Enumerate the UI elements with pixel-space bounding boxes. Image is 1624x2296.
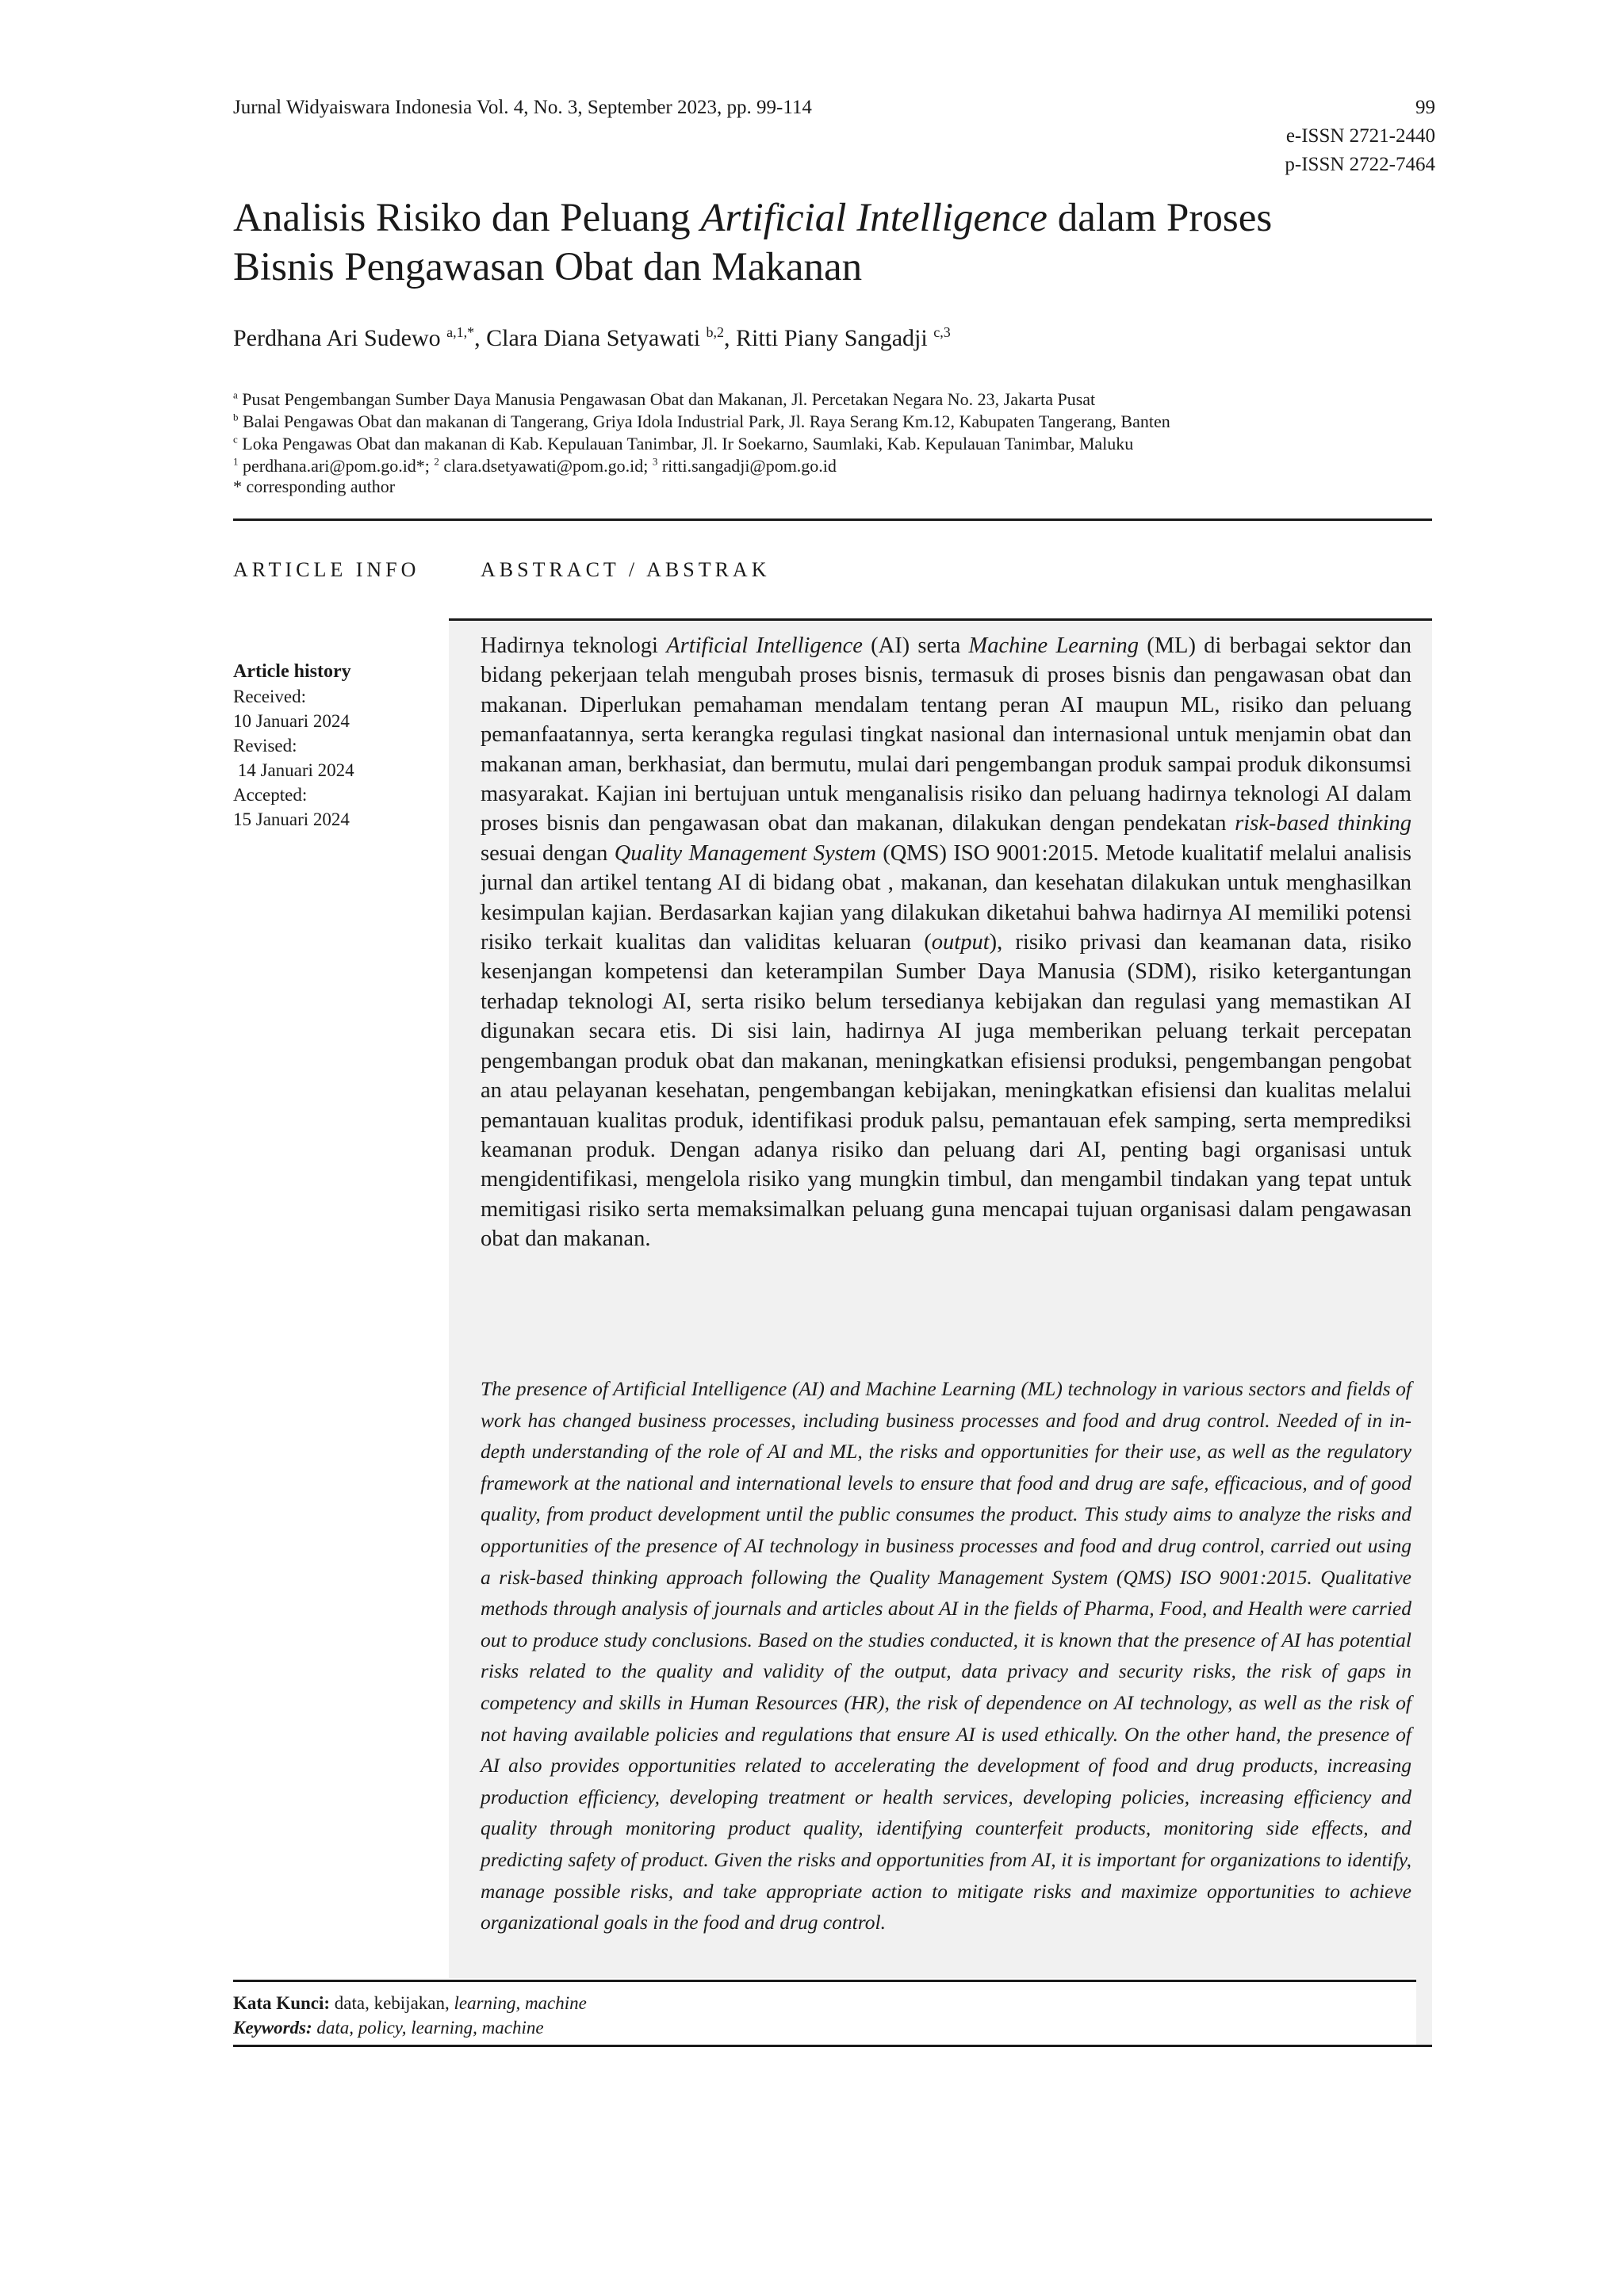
header-divider: [233, 519, 1432, 521]
abstract-term: output: [931, 930, 990, 955]
keywords-value: data, kebijakan,: [330, 1993, 454, 2013]
abstract-text: sesuai dengan: [481, 840, 615, 866]
keywords-bottom-divider: [233, 2045, 1432, 2047]
title-part-2: dalam Proses: [1047, 196, 1273, 240]
email-sup: 2: [434, 455, 439, 468]
affiliation-sup: c: [233, 433, 238, 446]
article-info-heading: ARTICLE INFO: [233, 558, 420, 581]
email-link[interactable]: ritti.sangadji@pom.go.id: [657, 456, 837, 476]
page-number: 99: [1415, 97, 1435, 118]
affiliation-b: [233, 411, 1423, 433]
abstract-term: Quality Management System: [614, 840, 876, 866]
abstract-english: The presence of Artificial Intelligence (AI) and Machine Learning (ML) technology in various sectors and fields of work has changed business processes, including business processes and food and drug control. Needed of in in-depth understanding of the role of AI and ML, the risks and opportunities for their use, as well as the regulatory framework at the national and international levels to ensure that food and drug are safe, efficacious, and of good quality, from product development until the public consumes the product. This study aims to analyze the risks and opportunities of the presence of AI technology in business processes and food and drug control, carried out using a risk-based thinking approach following the Quality Management System (QMS) ISO 9001:2015. Qualitative methods through analysis of journals and articles about AI in the fields of Pharma, Food, and Health were carried out to produce study conclusions. Based on the studies conducted, it is known that the presence of AI has potential risks related to the quality and validity of the output, data privacy and security risks, the risk of gaps in competency and skills in Human Resources (HR), the risk of dependence on AI technology, as well as the risk of not having available policies and regulations that ensure AI is used ethically. On the other hand, the presence of AI also provides opportunities related to accelerating the development of food and drug products, increasing production efficiency, developing treatment or health services, developing policies, increasing efficiency and quality through monitoring product quality, identifying counterfeit products, monitoring side effects, and predicting safety of product. Given the risks and opportunities from AI, it is important for organizations to identify, manage possible risks, and take appropriate action to mitigate risks and maximize opportunities to achieve organizational goals in the food and drug control.: [481, 1377, 1411, 1934]
affiliation-a: [233, 388, 1423, 411]
abstract-term: risk-based thinking: [1235, 811, 1411, 836]
corresponding-author-note: * corresponding author: [233, 476, 396, 496]
affiliation-sup: b: [233, 411, 239, 423]
keywords-value: data, policy, learning, machine: [312, 2018, 544, 2038]
keywords-shade: [1416, 1978, 1432, 2045]
journal-citation: Jurnal Widyaiswara Indonesia Vol. 4, No. 3, September 2023, pp. 99-114: [233, 97, 812, 118]
keywords-value-italic: learning, machine: [454, 1993, 587, 2013]
e-issn: e-ISSN 2721-2440: [1285, 125, 1435, 147]
abstract-indonesian: [481, 631, 1411, 1254]
email-sup: 1: [233, 455, 239, 468]
p-issn: p-ISSN 2722-7464: [1285, 154, 1435, 175]
author-name: Ritti Piany Sangadji: [736, 325, 934, 351]
affiliation-text: Balai Pengawas Obat dan makanan di Tangerang, Griya Idola Industrial Park, Jl. Raya Serang Km.12, Kabupaten Tangerang, Banten: [238, 411, 1170, 431]
title-line-2: Bisnis Pengawasan Obat dan Makanan: [233, 245, 863, 289]
author-name: Perdhana Ari Sudewo: [233, 325, 447, 351]
abstract-text: (AI) serta: [862, 633, 969, 658]
revised-label: Revised:: [233, 736, 297, 756]
received-label: Received:: [233, 687, 306, 706]
email-link[interactable]: clara.dsetyawati@pom.go.id;: [439, 456, 653, 476]
revised-date: 14 Januari 2024: [233, 760, 354, 780]
author-name: Clara Diana Setyawati: [486, 325, 707, 351]
keywords-top-divider: [233, 1980, 1416, 1982]
abstract-term: Artificial Intelligence: [666, 633, 863, 658]
author-sep: ,: [474, 325, 487, 351]
title-part-1: Analisis Risiko dan Peluang: [233, 196, 701, 240]
accepted-label: Accepted:: [233, 785, 308, 805]
keywords-label: Kata Kunci:: [233, 1993, 331, 2013]
email-sup: 3: [652, 455, 658, 468]
history-heading: Article history: [233, 661, 351, 682]
abstract-text: Hadirnya teknologi: [481, 633, 667, 658]
abstract-text: (ML) di berbagai sektor dan bidang pekerjaan telah mengubah proses bisnis, termasuk di proses bisnis dan pengawasan obat dan makanan. Diperlukan pemahaman mendalam tentang peran AI maupun ML, risiko dan peluang pemanfaatannya, serta kerangka regulasi tingkat nasional dan internasional untuk menjamin obat dan makanan aman, berkhasiat, dan bermutu, mulai dari pengembangan produk sampai produk dikonsumsi masyarakat. Kajian ini bertujuan untuk menganalisis risiko dan peluang hadirnya teknologi AI dalam proses bisnis dan pengawasan obat dan makanan, dilakukan dengan pendekatan: [481, 633, 1412, 836]
keywords-label: Keywords:: [233, 2018, 312, 2038]
title-italic: Artificial Intelligence: [700, 196, 1048, 240]
affiliation-text: Pusat Pengembangan Sumber Daya Manusia Pengawasan Obat dan Makanan, Jl. Percetakan Negara No. 23, Jakarta Pusat: [237, 389, 1096, 409]
article-history: [233, 660, 354, 832]
keywords-indonesian: [233, 1993, 587, 2014]
email-link[interactable]: perdhana.ari@pom.go.id*;: [238, 456, 435, 476]
received-date: 10 Januari 2024: [233, 711, 350, 731]
author-sup: c,3: [933, 324, 951, 340]
affiliation-sup: a: [233, 388, 238, 401]
abstract-term: Machine Learning: [968, 633, 1139, 658]
affiliation-c: [233, 433, 1423, 455]
paper-title: [233, 193, 1407, 292]
abstract-heading: ABSTRACT / ABSTRAK: [481, 558, 771, 581]
keywords-english: [233, 2018, 544, 2038]
abstract-text: (QMS) ISO 9001:2015. Metode kualitatif melalui analisis jurnal dan artikel tentang AI di bidang obat , makanan, dan kesehatan dilakukan untuk menghasilkan kesimpulan kajian. Berdasarkan kajian yang dilakukan diketahui bahwa hadirnya AI memiliki potensi risiko terkait kualitas dan validitas keluaran (: [481, 840, 1412, 955]
author-sup: b,2: [706, 324, 725, 340]
author-list: [233, 325, 951, 352]
author-sep: ,: [724, 325, 737, 351]
author-sup: a,1,*: [446, 324, 475, 340]
author-emails: [233, 455, 1423, 477]
abstract-text: ), risiko privasi dan keamanan data, risiko kesenjangan kompetensi dan keterampilan Sumber Daya Manusia (SDM), risiko ketergantungan terhadap teknologi AI, serta risiko belum tersedianya kebijakan dan regulasi yang memastikan AI digunakan secara etis. Di sisi lain, hadirnya AI juga memberikan peluang terkait percepatan pengembangan produk obat dan makanan, meningkatkan efisiensi produksi, pengembangan pengobat an atau pelayanan kesehatan, pengembangan kebijakan, meningkatkan efisiensi dan kualitas melalui pemantauan kualitas produk, identifikasi produk palsu, pemantauan efek samping, serta memprediksi keamanan produk. Dengan adanya risiko dan peluang dari AI, penting bagi organisasi untuk mengidentifikasi, mengelola risiko yang mungkin timbul, dan mengambil tindakan yang tepat untuk memitigasi risiko serta memaksimalkan peluang guna mencapai tujuan organisasi dalam pengawasan obat dan makanan.: [481, 930, 1412, 1252]
affiliation-text: Loka Pengawas Obat dan makanan di Kab. Kepulauan Tanimbar, Jl. Ir Soekarno, Saumlaki, Kab. Kepulauan Tanimbar, Maluku: [237, 434, 1134, 453]
accepted-date: 15 Januari 2024: [233, 809, 350, 829]
